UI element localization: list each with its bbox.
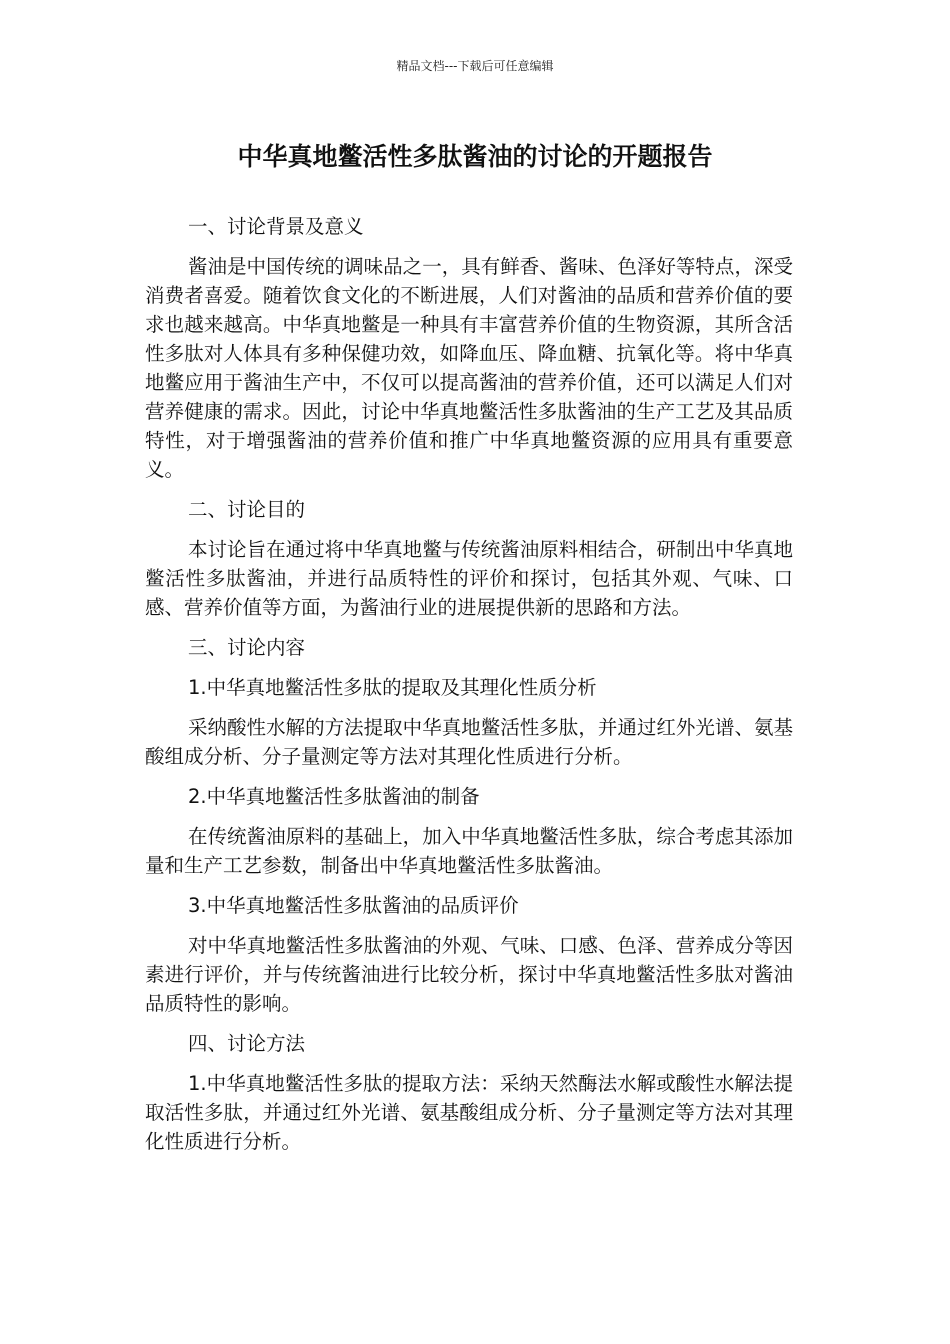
subheading-evaluation: 3.中华真地鳖活性多肽酱油的品质评价 [188,894,519,917]
section-heading-content: 三、讨论内容 [188,636,306,659]
subheading-preparation: 2.中华真地鳖活性多肽酱油的制备 [188,785,480,808]
header-note: 精品文档---下载后可任意编辑 [396,59,554,73]
paragraph-extraction: 采纳酸性水解的方法提取中华真地鳖活性多肽，并通过红外光谱、氨基酸组成分析、分子量测定等方法对其理化性质进行分析。 [145,716,793,768]
paragraph-preparation: 在传统酱油原料的基础上，加入中华真地鳖活性多肽，综合考虑其添加量和生产工艺参数，制备出中华真地鳖活性多肽酱油。 [145,825,793,877]
section-heading-purpose: 二、讨论目的 [188,498,306,521]
paragraph-background: 酱油是中国传统的调味品之一，具有鲜香、酱味、色泽好等特点，深受消费者喜爱。随着饮食文化的不断进展，人们对酱油的品质和营养价值的要求也越来越高。中华真地鳖是一种具有丰富营养价值的生物资源，其所含活性多肽对人体具有多种保健功效，如降血压、降血糖、抗氧化等。将中华真地鳖应用于酱油生产中，不仅可以提高酱油的营养价值，还可以满足人们对营养健康的需求。因此，讨论中华真地鳖活性多肽酱油的生产工艺及其品质特性，对于增强酱油的营养价值和推广中华真地鳖资源的应用具有重要意义。 [145,255,793,481]
section-heading-methods: 四、讨论方法 [188,1032,306,1055]
document-title: 中华真地鳖活性多肽酱油的讨论的开题报告 [237,142,713,171]
section-heading-background: 一、讨论背景及意义 [188,215,364,238]
paragraph-evaluation: 对中华真地鳖活性多肽酱油的外观、气味、口感、色泽、营养成分等因素进行评价，并与传统酱油进行比较分析，探讨中华真地鳖活性多肽对酱油品质特性的影响。 [145,934,793,1015]
subheading-extraction: 1.中华真地鳖活性多肽的提取及其理化性质分析 [188,676,597,699]
paragraph-purpose: 本讨论旨在通过将中华真地鳖与传统酱油原料相结合，研制出中华真地鳖活性多肽酱油，并进行品质特性的评价和探讨，包括其外观、气味、口感、营养价值等方面，为酱油行业的进展提供新的思路和方法。 [145,538,793,619]
document-body [145,212,793,1167]
paragraph-methods: 1.中华真地鳖活性多肽的提取方法：采纳天然酶法水解或酸性水解法提取活性多肽，并通过红外光谱、氨基酸组成分析、分子量测定等方法对其理化性质进行分析。 [145,1072,793,1153]
